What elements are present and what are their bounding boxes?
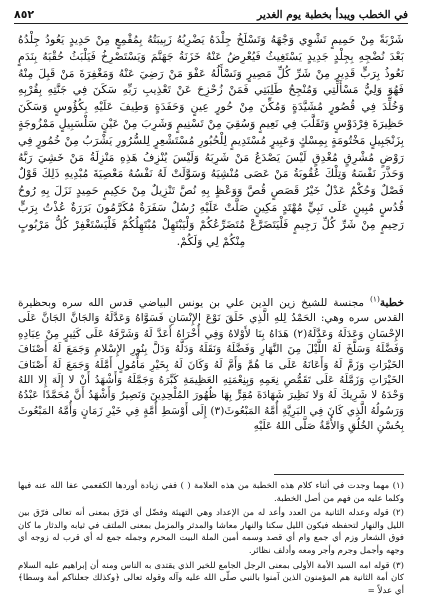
- page-header: [14, 6, 408, 24]
- sermon-section: [18, 296, 404, 435]
- footnote-marker: (١): [369, 294, 380, 304]
- section-body-text: مجنسة للشيخ زين الدين علي بن يونس البياضي قدس الله سره وبحظيرة القدس سره وهي: الحَمْدُ لِلهِ الَّذِي خَلَقَ نَوْعَ الإِنْسَانِ فَسَوَّاهُ وَعَدَّلَهُ وَالجَانَّ الجَانَّ عَلَى الإِحْسَانِ وَعَدَلَهُ وَعَدَّلَهُ(٢) هَدَاهُ بِنَا لأَوْلاهُ وَفِي أُخْرَاهُ أَعَدَّ لَهُ وَشَرَّفَهُ عَلَى كَثِيرٍ مِنْ عِبَادِهِ وَفَضَّلَهُ وَسَلَّخَ لَهُ اللَّيْلَ مِنَ النَّهَارِ وَفَضَّلَهُ وَنَقَلَهُ وَدَلَّهُ وَدَلَّ بِنُورِ الإِسْلامِ وَجَمَعَ لَهُ أَصْنَافَ الخَيْرَاتِ وَزَمَّ لَهُ وَأَعَانَهُ عَلَى مَا هُمَّ وَأَمَّ لَهُ وَكَانَ لَهُ بِخَيْرِ مَأْمُولٍ أَمَّلَهُ وَجَمَعَ لَهُ أَصْنَافَ الخَيْرَاتِ وَزَمَّلَهُ عَلَى تَقَمُّصِ نِعَمِهِ وَبِنِعْمَتِهِ العَظِيمَةِ كَبَّرَهُ وَجَمَّلَهُ وَأَشْهَدُ أَنْ لا إِلَهَ إِلا اللهُ وَحْدَهُ لا شَرِيكَ لَهُ وَلا نَظِيرَ شَهَادَةَ مُقِرٍّ بِهَا ظُهُورَ المُلْحِدِينَ وَنَصِيرُ وَأَشْهَدُ أَنَّ مُحَمَّدًا عَبْدُهُ وَرَسُولُهُ الَّذِي كَانَ فِي البَرِيَّةِ أُمَّهُ المَبْعُوثَ(٣) إِلَى أَوْسَطِ أُمَّةٍ فِي خَيْرِ زَمَانٍ وَأُمَّهُ المَبْعُوثَ بِحُسْنِ الخُلُقِ وَالأُمَّةُ صَلَّى اللهُ عَلَيْهِ: [18, 297, 405, 433]
- footnote-1: (١) مهما وجدت في أثناء كلام هذه الخطبة من هذه العلامة ( ) ففي زيادة أوردها الكفعمي عفا الله عنه فيها وكلما عليه من فهم من أصل الخطبة.: [18, 481, 404, 504]
- section-heading: خطبة: [379, 297, 404, 309]
- page-number: ٨٥٢: [14, 8, 35, 21]
- running-title: في الخطب ويبدأ بخطبة يوم الغدير: [257, 9, 408, 21]
- footnote-2: (٢) قوله وعدله الثانية من العدد وأعد له من الإعداد وهي التهيئة وفضّل أي فرّق بمعنى أنه تعالى فرّق بين الليل والنهار لتحفظه فيكون الليل سكنا والنهار معاشا والمدثر والمزمل بمعنى الملتف في ثيابه والدثار ما كان فوق الشعار وزم أي جمع وام أي قصد وسمه أمين الملة البيت المحرم وجمله جمع له أي قرب له زوجه أي وجهه وأجمل وجرم وأجر ومعه وأدلف نظائر.: [18, 508, 404, 556]
- sermon-body-text: شَرْبَةً مِنْ حَمِيمٍ تَشْوِي وَجْهَهُ وَتَسْلَخُ جِلْدَهُ يَضْرِبُهُ زَبِيبَتُهُ بِمُقْمِعٍ مِنْ حَدِيدٍ يَعُودُ جِلْدُهُ بَعْدَ نُضْجِهِ بِجِلْدٍ جَدِيدٍ يَسْتَغِيثُ فَيُعْرِضُ عَنْهُ خَزَنَةُ جَهَنَّمَ وَيَسْتَصْرِخُ فَيَلْبَثُ حُقْبَهُ بِنَدَمٍ نَعُوذُ بِرَبٍّ قَدِيرٍ مِنْ شَرِّ كُلِّ مَصِيرٍ وَنَسْأَلُهُ عَفْوَ مَنْ رَضِيَ عَنْهُ وَمَغْفِرَةَ مَنْ قَبِلَ مِنْهُ فَهُوَ وَلِيُّ مَسْأَلَتِي وَمُنْجِحُ طَلِبَتِي فَمَنْ زُحْزِحَ عَنْ تَعْذِيبِ رَبِّهِ سَكَنَ فِي جَنَّتِهِ بِقُرْبِهِ وَخُلِّدَ فِي قُصُورٍ مُشَيَّدَةٍ وَمُكِّنَ مِنْ حُورٍ عِينٍ وَحَفَدَةٍ وَطِيفَ عَلَيْهِ بِكُؤُوسٍ وَسَكَنَ حَظِيرَةَ فِرْدَوْسٍ وَتَقَلَّبَ فِي نَعِيمٍ وَسُقِيَ مِنْ تَسْنِيمٍ وَشَرِبَ مِنْ عَيْنٍ سَلْسَبِيلٍ مَمْزُوجَةٍ بِزَنْجَبِيلٍ مَخْتُومَةٍ بِمِسْكٍ وَعَبِيرٍ مُسْتَدِيمٍ لِلْحُبُورِ مُسْتَشْعِرٍ لِلسُّرُورِ يَشْرَبُ مِنْ خُمُورٍ فِي رَوْضٍ مُشْرِقٍ مُغْدِقٍ لَيْسَ يَصْدَعُ مَنْ شَرِبَهُ وَلَيْسَ يُنْزِفُ هَذِهِ مَنْزِلَةُ مَنْ خَشِيَ رَبَّهُ وَحَذَّرَ نَفْسَهُ وَتِلْكَ عُقُوبَةُ مَنْ عَصَى مُنْشِيَهُ وَسَوَّلَتْ لَهُ نَفْسُهُ مَعْصِيَةَ مُبْدِيهِ ذَلِكَ قَوْلٌ فَصْلٌ وَحُكْمٌ عَدْلٌ خَيْرُ قَصَصٍ قُصَّ وَوَعْظٍ بِهِ نُصَّ تَنْزِيلٌ مِنْ حَكِيمٍ حَمِيدٍ نَزَلَ بِهِ رُوحُ قُدُسٍ مُبِينٍ عَلَى نَبِيٍّ مُهْتَدٍ مَكِينٍ صَلَّتْ عَلَيْهِ رُسُلٌ سَفَرَةٌ مُكَرَّمُونَ بَرَرَةٌ عُذْتُ بِرَبٍّ رَحِيمٍ مِنْ شَرِّ كُلِّ رَجِيمٍ فَلْيَتَضَرَّعْ مُتَضَرِّعُكُمْ وَلْيَبْتَهِلْ مُبْتَهِلُكُمْ فَلْيَسْتَغْفِرْ كُلُّ مَرْبُوبٍ مِنْكُمْ لِي وَلَكُمْ.: [18, 33, 404, 248]
- footnotes: [18, 480, 404, 599]
- footnote-divider: [274, 474, 404, 475]
- footnote-3: (٣) قوله امه السيد الأمة الأولى بمعنى الرجل الجامع للخير الذي يقتدى به الناس ومنه أن إبراهيم عليه السلام كان أمة الثانية هم المؤمنون الذين آمنوا بالنبي صلّى الله عليه وآله وقوله تعالى ﴿وكذلك جعلناكم أمة وسطا﴾ أي عدلاً =: [18, 560, 404, 596]
